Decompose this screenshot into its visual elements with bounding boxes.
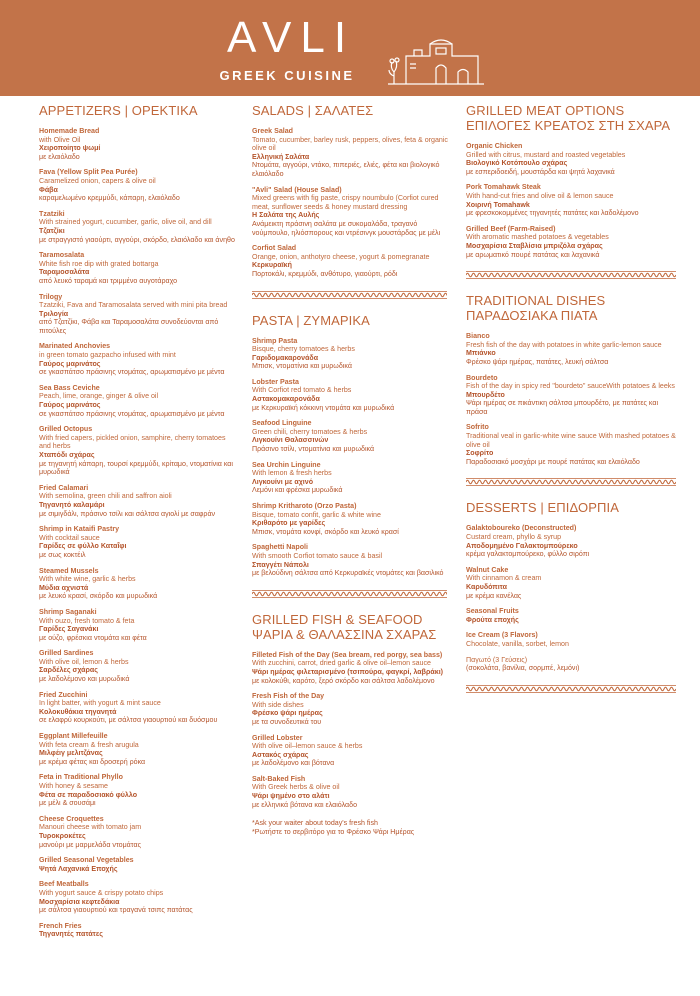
menu-item — [39, 251, 239, 285]
menu-item-en-name: Sofrito — [466, 423, 489, 432]
menu-item-en-desc: Caramelized onion, capers & olive oil — [39, 176, 156, 185]
menu-item-en-name: Marinated Anchovies — [39, 342, 111, 351]
menu-item-en-name: Seasonal Fruits — [466, 607, 519, 616]
menu-item-en-name: Filleted Fish of the Day (Sea bream, red porgy, sea bass) — [252, 650, 443, 659]
menu-item-gr-desc: με στραγγιστό γιαούρτι, αγγούρι, σκόρδο, ελαιόλαδο και άνηθο — [39, 235, 235, 244]
menu-item-en-desc: Peach, lime, orange, ginger & olive oil — [39, 392, 159, 401]
menu-item-gr-desc: καραμελωμένο κρεμμύδι, κάπαρη, ελαιόλαδο — [39, 194, 180, 203]
menu-item-en-name: Sea Urchin Linguine — [252, 460, 321, 469]
menu-item-gr-name: Σοφρίτο — [466, 449, 494, 458]
menu-item-gr-name: Τζατζίκι — [39, 226, 65, 235]
seafood-title — [252, 612, 452, 642]
menu-item-gr-name: Μύδια αχνιστά — [39, 583, 89, 592]
house-illustration-icon — [386, 34, 486, 86]
menu-item-en-name: Shrimp Kritharoto (Orzo Pasta) — [252, 502, 357, 510]
menu-item-gr-name: Χοιρινή Tomahawk — [466, 200, 530, 209]
menu-item-en-name: "Avli" Salad (House Salad) — [252, 185, 342, 194]
menu-item-en-name: Organic Chicken — [466, 142, 523, 150]
menu-item-en-desc: With Corfiot red tomato & herbs — [252, 386, 352, 395]
menu-item-en-name: Shrimp Saganaki — [39, 607, 97, 616]
menu-item-gr-desc: σε γκασπάτσο πράσινης ντομάτας, αρωματισμένο με μέντα — [39, 368, 225, 377]
menu-item-gr-name: Σπαγγέτι Νάπολι — [252, 560, 309, 569]
menu-item-en-name: Tzatziki — [39, 209, 65, 218]
menu-item-en-desc: Tomato, cucumber, barley rusk, peppers, olives, feta & organic olive oil — [252, 135, 448, 153]
grilled-meat-title-gr: ΕΠΙΛΟΓΕΣ ΚΡΕΑΤΟΣ ΣΤΗ ΣΧΑΡΑ — [466, 118, 671, 133]
menu-item-gr-name: Η Σαλάτα της Αυλής — [252, 211, 320, 220]
menu-item-gr-desc: από λευκό ταραμά και τριμμένο αυγοτάραχο — [39, 276, 178, 285]
menu-item — [39, 649, 239, 683]
menu-item — [39, 815, 239, 849]
menu-item-en-desc: Fresh fish of the day with potatoes in white garlic-lemon sauce — [466, 340, 662, 349]
menu-item-gr-name: Φρέσκο ψάρι ημέρας — [252, 709, 323, 718]
column-appetizers — [39, 103, 239, 946]
menu-item — [39, 484, 239, 518]
menu-item — [466, 332, 681, 366]
menu-item-en-name: Grilled Beef (Farm-Raised) — [466, 224, 556, 233]
menu-item-en-desc: Mixed greens with fig paste, crispy noumbulo (Corfiot cured meat, sunflower seeds & honey mustard dressing — [252, 194, 439, 211]
menu-item-en-name: Taramosalata — [39, 251, 85, 260]
menu-item-gr-desc: Πορτοκάλι, κρεμμύδι, ανθότυρο, γιαούρτι, ρόδι — [252, 269, 398, 278]
menu-item-gr-desc: με μέλι & σουσάμι — [39, 799, 96, 808]
menu-item-en-desc: Custard cream, phyllo & syrup — [466, 533, 562, 542]
menu-item-gr-name: Λιγκουίνι με αχινό — [252, 477, 314, 486]
menu-item — [39, 525, 239, 559]
grilled-meat-list — [466, 142, 681, 259]
menu-item — [466, 524, 681, 558]
menu-item-gr-name: Μπιάνκο — [466, 349, 496, 358]
menu-item-gr-desc: Ανάμεικτη πράσινη σαλάτα με συκομαλάδα, τραγανό νούμπουλο, ηλιόσπορους και ντρέσινγκ μουστάρδας με μέλι — [252, 219, 441, 237]
menu-item-en-desc: With honey & sesame — [39, 782, 108, 790]
menu-item-en-desc: Παγωτό (3 Γεύσεις) — [466, 655, 528, 664]
menu-item-gr-name: Βιολογικό Κοτόπουλο σχάρας — [466, 159, 568, 168]
traditional-title-en: TRADITIONAL DISHES — [466, 293, 606, 309]
salads-list — [252, 127, 452, 279]
menu-item-gr-desc: σε γκασπάτσο πράσινης ντομάτας, αρωματισμένο με μέντα — [39, 409, 225, 418]
menu-item-gr-desc: Λεμόνι και φρέσκα μυρωδικά — [252, 486, 343, 495]
menu-item-gr-name: Ψάρι ψημένο στο αλάτι — [252, 792, 330, 801]
menu-item-gr-desc: (σοκολάτα, βανίλια, σορμπέ, λεμόνι) — [466, 664, 580, 673]
menu-item-en-desc: With olive oil, lemon & herbs — [39, 657, 129, 666]
menu-item-gr-name: Σαρδέλες σχάρας — [39, 666, 98, 675]
pasta-title: PASTA | ΖΥΜΑΡΙΚΑ — [252, 312, 370, 328]
menu-item-en-desc: With lemon & fresh herbs — [252, 469, 332, 478]
appetizers-title: APPETIZERS | ΟΡΕΚΤΙΚΑ — [39, 103, 198, 118]
menu-item-en-desc: In light batter, with yogurt & mint sauce — [39, 699, 161, 708]
menu-item-gr-desc: Ντομάτα, αγγούρι, ντάκο, πιπεριές, ελιές, φέτα και βιολογικό ελαιόλαδο — [252, 161, 440, 178]
menu-item-gr-name: Αστακός σχάρας — [252, 750, 309, 759]
grilled-meat-title — [466, 103, 681, 133]
menu-item-en-desc: With fried capers, pickled onion, samphire, cherry tomatoes and herbs — [39, 433, 226, 451]
menu-item-en-name: Ice Cream (3 Flavors) — [466, 631, 538, 640]
appetizers-list — [39, 127, 239, 939]
menu-item-en-name: Fried Zucchini — [39, 690, 88, 699]
menu-item — [252, 734, 452, 768]
menu-item-en-desc: With smooth Corfiot tomato sauce & basil — [252, 551, 383, 560]
menu-item — [39, 773, 239, 807]
menu-item — [39, 342, 239, 376]
menu-item-en-desc: Bisque, tomato confit, garlic & white wine — [252, 510, 381, 519]
menu-item-gr-desc: με βελούδινη σάλτσα από Κερκυραϊκές ντομάτες και βασιλικό — [252, 569, 444, 578]
menu-item-gr-name: Γαριδομακαρονάδα — [252, 353, 319, 362]
menu-item — [466, 183, 681, 217]
menu-item — [39, 732, 239, 766]
menu-item-gr-name: Φάβα — [39, 185, 58, 194]
menu-item-gr-name: Καρυδόπιτα — [466, 583, 508, 591]
menu-item-en-desc: Traditional veal in garlic-white wine sauce With mashed potatoes & olive oil — [466, 432, 676, 449]
menu-item-gr-desc: με εσπεριδοειδή, μουστάρδα και ψητά λαχανικά — [466, 167, 615, 176]
menu-item-en-desc: Manouri cheese with tomato jam — [39, 823, 142, 832]
menu-item-en-desc: With white wine, garlic & herbs — [39, 575, 136, 584]
ornament-divider — [252, 291, 452, 299]
menu-header — [0, 0, 700, 96]
menu-item-en-desc: With hand-cut fries and olive oil & lemon sauce — [466, 191, 614, 200]
menu-item-gr-name: Τριλογία — [39, 309, 69, 318]
menu-item-gr-desc: με τηγανητή κάπαρη, τουρσί κρεμμύδι, κρίταμο, ντοματίνια και μυρωδικά — [39, 459, 233, 477]
salads-title: SALADS | ΣΑΛΑΤΕΣ — [252, 103, 374, 118]
menu-item-en-name: Grilled Sardines — [39, 649, 94, 658]
seafood-list — [252, 651, 452, 810]
menu-item — [252, 186, 452, 238]
menu-item-en-desc: Bisque, cherry tomatoes & herbs — [252, 345, 355, 354]
fresh-fish-note-gr: *Ρωτήστε το σερβιτόρο για το Φρέσκο Ψάρι Ημέρας — [252, 827, 415, 836]
menu-item-en-name: Grilled Lobster — [252, 733, 303, 742]
menu-item-gr-name: Ψάρι ημέρας φιλεταρισμένο (τσιπούρα, φαγκρί, λαβράκι) — [252, 667, 444, 676]
menu-item-gr-desc: με λαδολέμονο και μυρωδικά — [39, 675, 130, 684]
menu-item-gr-desc: κρέμα γαλακτομπούρεκο, φύλλο σιρόπι — [466, 550, 590, 559]
menu-item-en-desc: With yogurt sauce & crispy potato chips — [39, 888, 164, 897]
menu-item-gr-name: Ελληνική Σαλάτα — [252, 152, 310, 161]
menu-item-en-name: Grilled Octopus — [39, 425, 93, 434]
traditional-list — [466, 332, 681, 466]
restaurant-name: AVLI — [226, 13, 356, 62]
menu-item-en-desc: With ouzo, fresh tomato & feta — [39, 616, 135, 625]
desserts-title: DESSERTS | ΕΠΙΔΟΡΠΙΑ — [466, 500, 619, 516]
menu-item-gr-desc: με τα συνοδευτικά του — [252, 717, 322, 726]
menu-item-en-name: Galaktoboureko (Deconstructed) — [466, 524, 577, 533]
menu-item-gr-desc: με κολοκύθι, καρότο, ξερό σκόρδο και σάλτσα λαδολέμονο — [252, 676, 435, 685]
seafood-title-en: GRILLED FISH & SEAFOOD — [252, 611, 423, 627]
brand-block — [212, 14, 362, 83]
menu-item — [252, 419, 452, 453]
menu-item-gr-desc: Μπισκ, ντοματίνια και μυρωδικά — [252, 362, 352, 371]
menu-item-gr-desc: με φρεσκοκομμένες τηγανητές πατάτες και λαδολέμονο — [466, 209, 639, 218]
menu-item-gr-name: Τυροκροκέτες — [39, 831, 86, 840]
menu-item-gr-desc: Μπισκ, ντομάτα κονφί, σκόρδο και λευκό κρασί — [252, 527, 399, 536]
menu-item-gr-name: Ταραμοσαλάτα — [39, 268, 90, 277]
menu-item-en-name: Eggplant Millefeuille — [39, 732, 108, 741]
menu-item-gr-name: Γαύρος μαρινάτος — [39, 359, 101, 368]
menu-item-gr-name: Τηγανητό καλαμάρι — [39, 500, 105, 509]
menu-item-gr-desc: με ελαιόλαδο — [39, 152, 80, 161]
menu-item-en-name: Bianco — [466, 332, 490, 341]
menu-item-gr-name: Χειροποίητο ψωμί — [39, 144, 101, 153]
menu-item-en-name: Cheese Croquettes — [39, 814, 104, 823]
menu-item-en-name: Spaghetti Napoli — [252, 543, 308, 552]
menu-item — [466, 225, 681, 259]
menu-item — [466, 607, 681, 624]
menu-item — [39, 168, 239, 202]
column-right — [466, 103, 681, 707]
menu-item-en-name: Corfiot Salad — [252, 244, 297, 253]
menu-item-gr-name: Μιλφέιγ μελιτζάνας — [39, 749, 103, 758]
grilled-meat-title-en: GRILLED MEAT OPTIONS — [466, 103, 625, 118]
ornament-divider — [466, 685, 681, 693]
menu-item-en-name: Beef Meatballs — [39, 880, 89, 889]
menu-item-en-desc: White fish roe dip with grated bottarga — [39, 259, 159, 268]
menu-item — [466, 631, 681, 648]
menu-item — [252, 337, 452, 371]
menu-item-en-desc: With aromatic mashed potatoes & vegetables — [466, 233, 609, 242]
menu-item-en-name: Greek Salad — [252, 127, 294, 135]
menu-item-gr-name: Μοσχαρίσια κεφτεδάκια — [39, 897, 120, 906]
menu-item-en-name: Salt-Baked Fish — [252, 774, 306, 783]
menu-item-gr-desc: με ούζο, φρέσκια ντομάτα και φέτα — [39, 633, 147, 642]
fresh-fish-note-en: *Ask your waiter about today's fresh fish — [252, 819, 378, 828]
menu-item-en-desc: With side dishes — [252, 700, 304, 709]
menu-item — [466, 423, 681, 466]
menu-item-en-desc: With Greek herbs & olive oil — [252, 783, 340, 792]
menu-item-en-desc: Green chili, cherry tomatoes & herbs — [252, 427, 368, 436]
menu-item — [252, 651, 452, 685]
menu-item — [252, 461, 452, 495]
menu-item-gr-name: Χταπόδι σχάρας — [39, 451, 95, 459]
menu-item-gr-name: Κερκυραϊκή — [252, 261, 292, 270]
menu-item-gr-desc: με κρέμα φέτας και δροσερή ρόκα — [39, 757, 146, 766]
menu-item-en-desc: With strained yogurt, cucumber, garlic, olive oil, and dill — [39, 218, 212, 227]
menu-item-en-desc: Orange, onion, anthotyro cheese, yogurt & pomegranate — [252, 252, 430, 261]
menu-item-en-name: Lobster Pasta — [252, 377, 299, 386]
menu-item — [252, 502, 452, 536]
menu-item-gr-desc: σε ελαφρύ κουρκούτι, με σάλτσα γιαουρτιού και δυόσμου — [39, 716, 218, 725]
menu-item-gr-desc: μανούρι με μαρμελάδα ντομάτας — [39, 840, 142, 849]
menu-item-gr-name: Φρούτα εποχής — [466, 615, 519, 624]
menu-item — [252, 543, 452, 577]
menu-item — [39, 293, 239, 336]
menu-item-gr-desc: με σάλτσα γιαουρτιού και τραγανά τσιπς πατάτας — [39, 906, 193, 915]
menu-item-en-desc: Fish of the day in spicy red "bourdeto" sauceWith potatoes & leeks — [466, 382, 675, 391]
ornament-divider — [252, 590, 452, 598]
menu-item-gr-desc: Ψάρι ημέρας σε πικάντικη σάλτσα μπουρδέτο, με πατάτες και πράσα — [466, 399, 659, 416]
menu-item-gr-desc: Παραδοσιακό μοσχάρι με πουρέ πατάτας και ελαιόλαδο — [466, 457, 640, 466]
menu-item-gr-desc: με Κερκυραϊκή κόκκινη ντομάτα και μυρωδικά — [252, 403, 395, 412]
menu-item-en-name: Steamed Mussels — [39, 566, 99, 575]
menu-item-en-desc: in green tomato gazpacho infused with mint — [39, 351, 176, 360]
menu-item-en-name: French Fries — [39, 921, 82, 930]
menu-item — [466, 566, 681, 600]
menu-item-gr-desc: με κρέμα κανέλας — [466, 591, 522, 600]
menu-item-gr-name: Αποδομημένο Γαλακτομπούρεκο — [466, 541, 578, 550]
menu-item-gr-name: Μπουρδέτο — [466, 390, 505, 399]
menu-item — [39, 922, 239, 939]
menu-item-gr-name: Ψητά Λαχανικά Εποχής — [39, 864, 118, 873]
menu-item — [39, 127, 239, 161]
traditional-title — [466, 293, 681, 323]
menu-item-en-name: Grilled Seasonal Vegetables — [39, 856, 134, 865]
menu-item — [252, 775, 452, 809]
menu-item-en-desc: With cocktail sauce — [39, 533, 100, 542]
menu-item-en-name: Walnut Cake — [466, 565, 509, 574]
menu-item — [39, 608, 239, 642]
menu-item — [252, 127, 452, 179]
menu-item-gr-name: Λιγκουίνι Θαλασσινών — [252, 436, 329, 445]
menu-item-gr-name: Μοσχαρίσια Σταβλίσια μπριζόλα σχάρας — [466, 241, 603, 250]
menu-item — [39, 425, 239, 477]
menu-item-en-name: Seafood Linguine — [252, 419, 312, 428]
fresh-fish-note — [252, 819, 452, 836]
traditional-title-gr: ΠΑΡΑΔΟΣΙΑΚΑ ΠΙΑΤΑ — [466, 308, 598, 324]
menu-item-gr-desc: με ελληνικά βότανα και ελαιόλαδο — [252, 800, 358, 809]
menu-item-en-name: Shrimp in Kataifi Pastry — [39, 525, 120, 534]
menu-item — [252, 244, 452, 278]
menu-item-gr-name: Τηγανητές πατάτες — [39, 930, 103, 939]
menu-item-en-name: Pork Tomahawk Steak — [466, 183, 541, 192]
menu-item — [252, 378, 452, 412]
menu-item — [39, 880, 239, 914]
menu-item — [39, 210, 239, 244]
menu-item-gr-desc: με σιμιγδάλι, πράσινο τσίλι και σάλτσα αγιολί με σαφράν — [39, 509, 216, 518]
menu-item-en-name: Fava (Yellow Split Pea Purée) — [39, 168, 138, 177]
menu-item-en-name: Sea Bass Ceviche — [39, 383, 100, 392]
menu-item — [466, 374, 681, 417]
menu-item — [252, 692, 452, 726]
menu-item-en-desc: With feta cream & fresh arugula — [39, 740, 139, 749]
menu-item-gr-name: Γαρίδες Σαγανάκι — [39, 625, 99, 634]
menu-item-en-desc: With cinnamon & cream — [466, 574, 542, 583]
menu-item-gr-name: Φέτα σε παραδοσιακό φύλλο — [39, 790, 138, 799]
menu-item — [39, 856, 239, 873]
menu-item-en-name: Trilogy — [39, 292, 63, 301]
menu-item-en-name: Homemade Bread — [39, 127, 100, 135]
menu-item — [39, 691, 239, 725]
restaurant-subtitle: GREEK CUISINE — [219, 68, 355, 83]
menu-item-gr-name: Κριθαρότο με γαρίδες — [252, 519, 326, 528]
menu-item-en-desc: With olive oil–lemon sauce & herbs — [252, 742, 363, 751]
menu-item-gr-desc: Πράσινο τσίλι, ντοματίνια και μυρωδικά — [252, 445, 375, 454]
seafood-title-gr: ΨΑΡΙΑ & ΘΑΛΑΣΣΙΝΑ ΣΧΑΡΑΣ — [252, 626, 437, 642]
menu-item-gr-desc: από Τζατζίκι, Φάβα και Ταραμοσαλάτα συνοδεύονται από πιτούλες — [39, 318, 219, 335]
menu-item — [466, 142, 681, 176]
ornament-divider — [466, 478, 681, 486]
menu-item-en-name: Feta in Traditional Phyllo — [39, 773, 123, 782]
menu-item — [39, 567, 239, 601]
menu-item-gr-name: Γαρίδες σε φύλλο Καταΐφι — [39, 542, 127, 551]
menu-item — [466, 656, 681, 673]
menu-item-gr-desc: με λευκό κρασί, σκόρδο και μυρωδικά — [39, 592, 158, 601]
menu-item-en-desc: Chocolate, vanilla, sorbet, lemon — [466, 639, 569, 648]
desserts-list — [466, 524, 681, 672]
ornament-divider — [466, 271, 681, 279]
menu-item-en-name: Bourdeto — [466, 373, 498, 382]
menu-item-gr-desc: με σως κοκτέιλ — [39, 550, 86, 559]
menu-item-en-desc: Tzatziki, Fava and Taramosalata served with mini pita bread — [39, 301, 228, 310]
menu-item — [39, 384, 239, 418]
menu-item-gr-name: Αστακομακαρονάδα — [252, 395, 320, 404]
menu-item-en-desc: with Olive Oil — [39, 135, 81, 144]
menu-item-en-desc: Grilled with citrus, mustard and roasted vegetables — [466, 150, 626, 159]
pasta-list — [252, 337, 452, 578]
menu-item-gr-name: Κολοκυθάκια τηγανητά — [39, 707, 117, 716]
menu-item-gr-name: Γαύρος μαρινάτος — [39, 401, 101, 410]
menu-item-gr-desc: με αρωματικό πουρέ πατάτας και λαχανικά — [466, 250, 600, 259]
menu-item-gr-desc: με λαδολέμονο και βότανα — [252, 759, 335, 768]
menu-item-en-name: Shrimp Pasta — [252, 336, 298, 345]
menu-item-en-desc: With semolina, green chili and saffron aioli — [39, 492, 172, 501]
menu-item-gr-desc: Φρέσκο ψάρι ημέρας, πατάτες, λευκή σάλτσα — [466, 357, 609, 366]
menu-item-en-desc: With zucchini, carrot, dried garlic & olive oil–lemon sauce — [252, 659, 431, 668]
menu-item-en-name: Fresh Fish of the Day — [252, 692, 325, 701]
menu-item-en-name: Fried Calamari — [39, 483, 89, 492]
column-middle — [252, 103, 452, 836]
